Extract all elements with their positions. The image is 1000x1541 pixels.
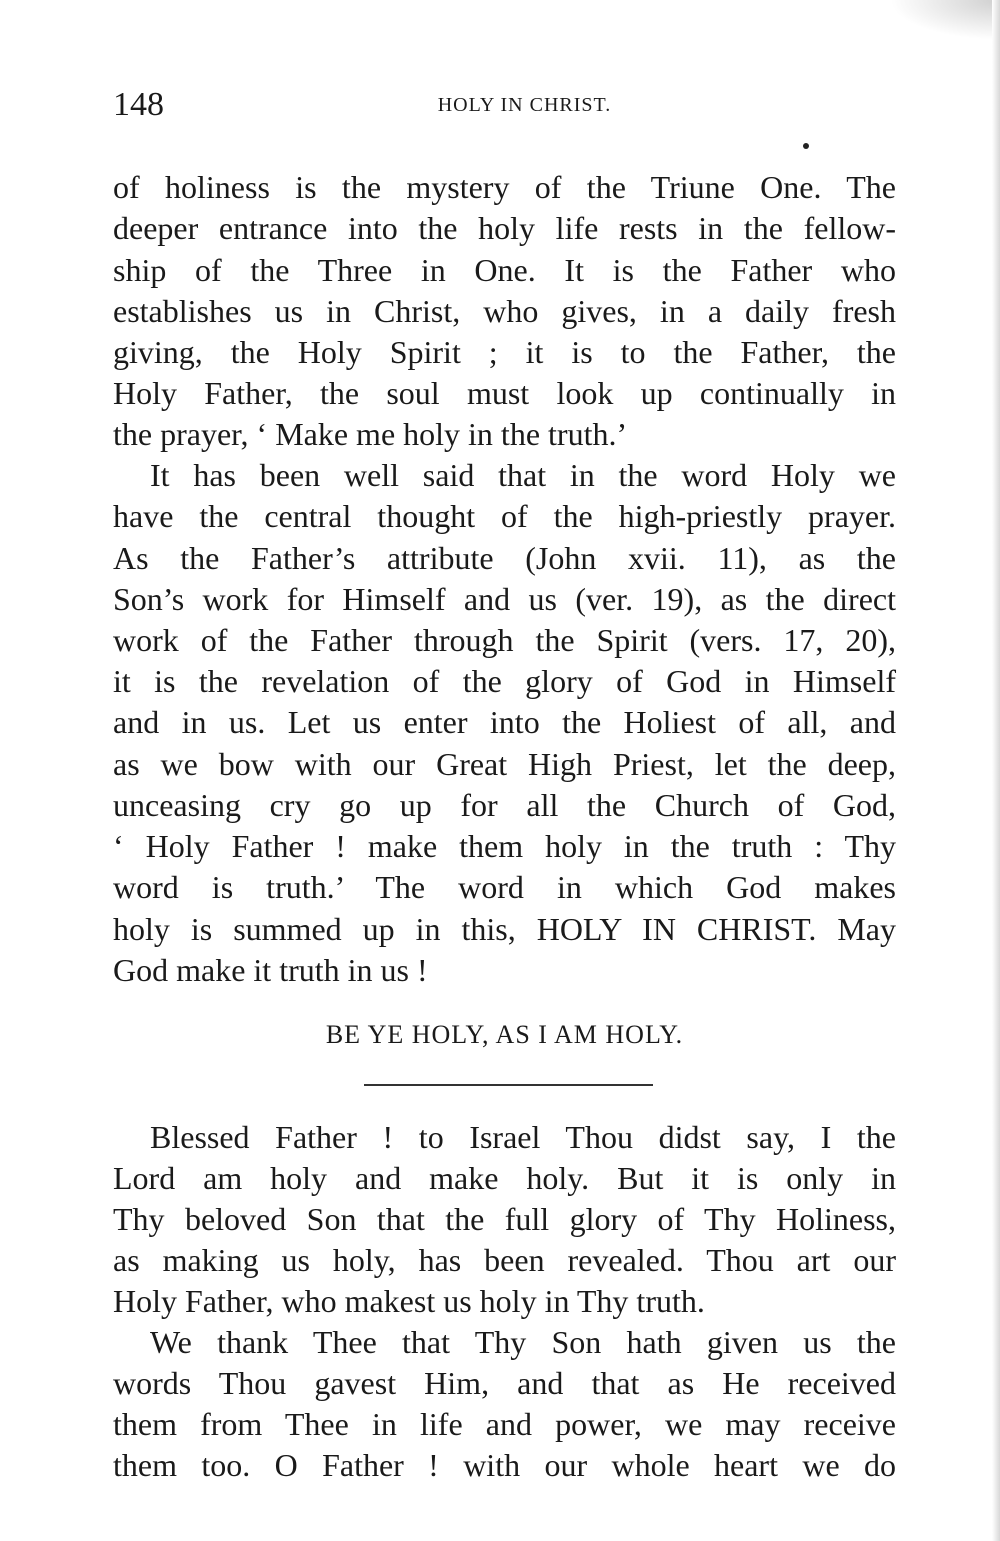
text-line: of holiness is the mystery of the Triune One. The [113, 169, 896, 205]
text-line: Blessed Father ! to Israel Thou didst say, I the [150, 1119, 896, 1155]
text-line: Holy Father, the soul must look up continually in [113, 375, 896, 411]
divider-rule [364, 1084, 653, 1086]
text-line: as we bow with our Great High Priest, let the deep, [113, 746, 896, 782]
text-line: and in us. Let us enter into the Holiest of all, and [113, 704, 896, 740]
text-line: have the central thought of the high-priestly prayer. [113, 498, 896, 534]
text-line: word is truth.’ The word in which God makes [113, 869, 896, 905]
text-line: unceasing cry go up for all the Church of God, [113, 787, 896, 823]
text-line: them from Thee in life and power, we may receive [113, 1406, 896, 1442]
text-line: establishes us in Christ, who gives, in a daily fresh [113, 293, 896, 329]
page-edge-shadow [890, 0, 1000, 40]
text-line: As the Father’s attribute (John xvii. 11), as the [113, 540, 896, 576]
text-line: Thy beloved Son that the full glory of Thy Holiness, [113, 1201, 896, 1237]
text-line: deeper entrance into the holy life rests in the fellow- [113, 210, 896, 246]
text-line: Holy Father, who makest us holy in Thy truth. [113, 1283, 705, 1319]
text-line: holy is summed up in this, HOLY IN CHRIST. May [113, 911, 896, 947]
motto: BE YE HOLY, AS I AM HOLY. [325, 1020, 684, 1049]
text-line: Son’s work for Himself and us (ver. 19), as the direct [113, 581, 896, 617]
text-line: ship of the Three in One. It is the Father who [113, 252, 896, 288]
page-edge [992, 0, 1000, 1541]
text-line: words Thou gavest Him, and that as He received [113, 1365, 896, 1401]
text-line: work of the Father through the Spirit (vers. 17, 20), [113, 622, 896, 658]
text-line: the prayer, ‘ Make me holy in the truth.’ [113, 416, 628, 452]
running-head: HOLY IN CHRIST. [437, 94, 612, 116]
text-line: Lord am holy and make holy. But it is only in [113, 1160, 896, 1196]
text-line: We thank Thee that Thy Son hath given us the [150, 1324, 896, 1360]
text-line: It has been well said that in the word Holy we [150, 457, 896, 493]
text-line: giving, the Holy Spirit ; it is to the Father, the [113, 334, 896, 370]
text-line: it is the revelation of the glory of God in Himself [113, 663, 896, 699]
text-line: as making us holy, has been revealed. Thou art our [113, 1242, 896, 1278]
text-line: them too. O Father ! with our whole heart we do [113, 1447, 896, 1483]
text-line: ‘ Holy Father ! make them holy in the truth : Thy [113, 828, 896, 864]
text-line: God make it truth in us ! [113, 952, 428, 988]
page-number: 148 [113, 86, 164, 123]
page-header [113, 86, 896, 126]
print-speck [803, 143, 809, 149]
